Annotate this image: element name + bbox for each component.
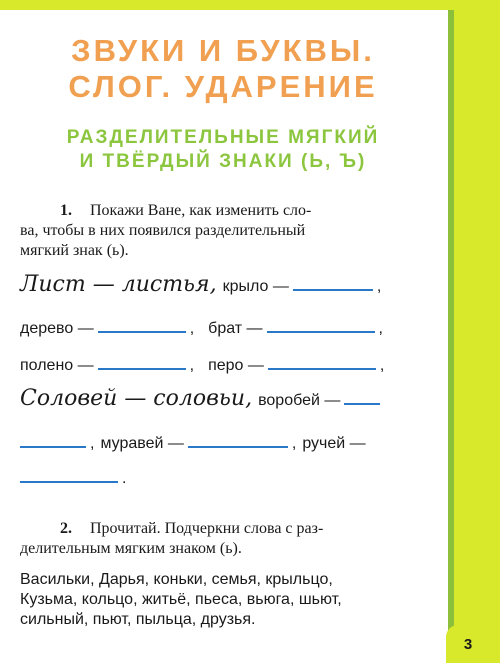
exercise2-instruction-line2: делительным мягким знаком (ь). [20,540,242,557]
answer-blank-pero[interactable] [268,352,376,370]
exercise1-line4: Соловей — соловьи, воробей — [20,386,384,411]
answer-blank-vorobey[interactable] [344,387,380,405]
answer-blank-poleno[interactable] [98,352,186,370]
top-frame-strip [0,0,500,10]
exercise2-words-line2: Кузьма, кольцо, житьё, пьеса, вьюга, шьют, [20,591,342,608]
exercise2-number: 2. [60,520,72,537]
section-subtitle-line2: И ТВЁРДЫЙ ЗНАКИ (Ь, Ъ) [79,151,367,172]
page-title-line1: ЗВУКИ И БУКВЫ. [71,33,375,68]
section-subtitle-line1: РАЗДЕЛИТЕЛЬНЫЕ МЯГКИЙ [66,127,380,148]
page-title-line2: СЛОГ. УДАРЕНИЕ [68,69,378,104]
answer-blank-vorobey-cont[interactable] [20,430,86,448]
page-content [0,10,448,663]
exercise1-instruction-line1: 1. Покажи Ване, как изменить сло- [60,202,312,219]
page-number-badge [446,625,490,663]
exercise1-line2: дерево — , брат — , [20,315,383,338]
answer-blank-muravey[interactable] [188,430,288,448]
exercise1-line6: . [20,465,126,488]
exercise1-line1: Лист — листья, крыло — , [20,272,382,297]
exercise2-words-line3: сильный, пьют, пыльца, друзья. [20,611,256,628]
handwritten-example-2: Соловей — соловьи, [20,386,253,411]
right-frame-strip [454,0,500,663]
handwritten-example-1: Лист — листья, [20,272,217,297]
exercise2-instruction-line1: 2. Прочитай. Подчеркни слова с раз- [60,520,324,537]
page-number: 3 [463,635,473,653]
exercise1-number: 1. [60,202,72,219]
answer-blank-derevo[interactable] [98,315,186,333]
answer-blank-krylo[interactable] [293,273,373,291]
answer-blank-brat[interactable] [267,315,375,333]
exercise1-line3: полено — , перо — , [20,352,384,375]
right-frame-accent [448,10,454,663]
exercise1-instruction-line3: мягкий знак (ь). [20,242,129,259]
answer-blank-ruchey[interactable] [20,465,118,483]
exercise1-instruction-line2: ва, чтобы в них появился разделительный [20,222,306,239]
exercise1-line5: , муравей — , ручей — [20,430,366,453]
exercise2-words-line1: Васильки, Дарья, коньки, семья, крыльцо, [20,571,333,588]
